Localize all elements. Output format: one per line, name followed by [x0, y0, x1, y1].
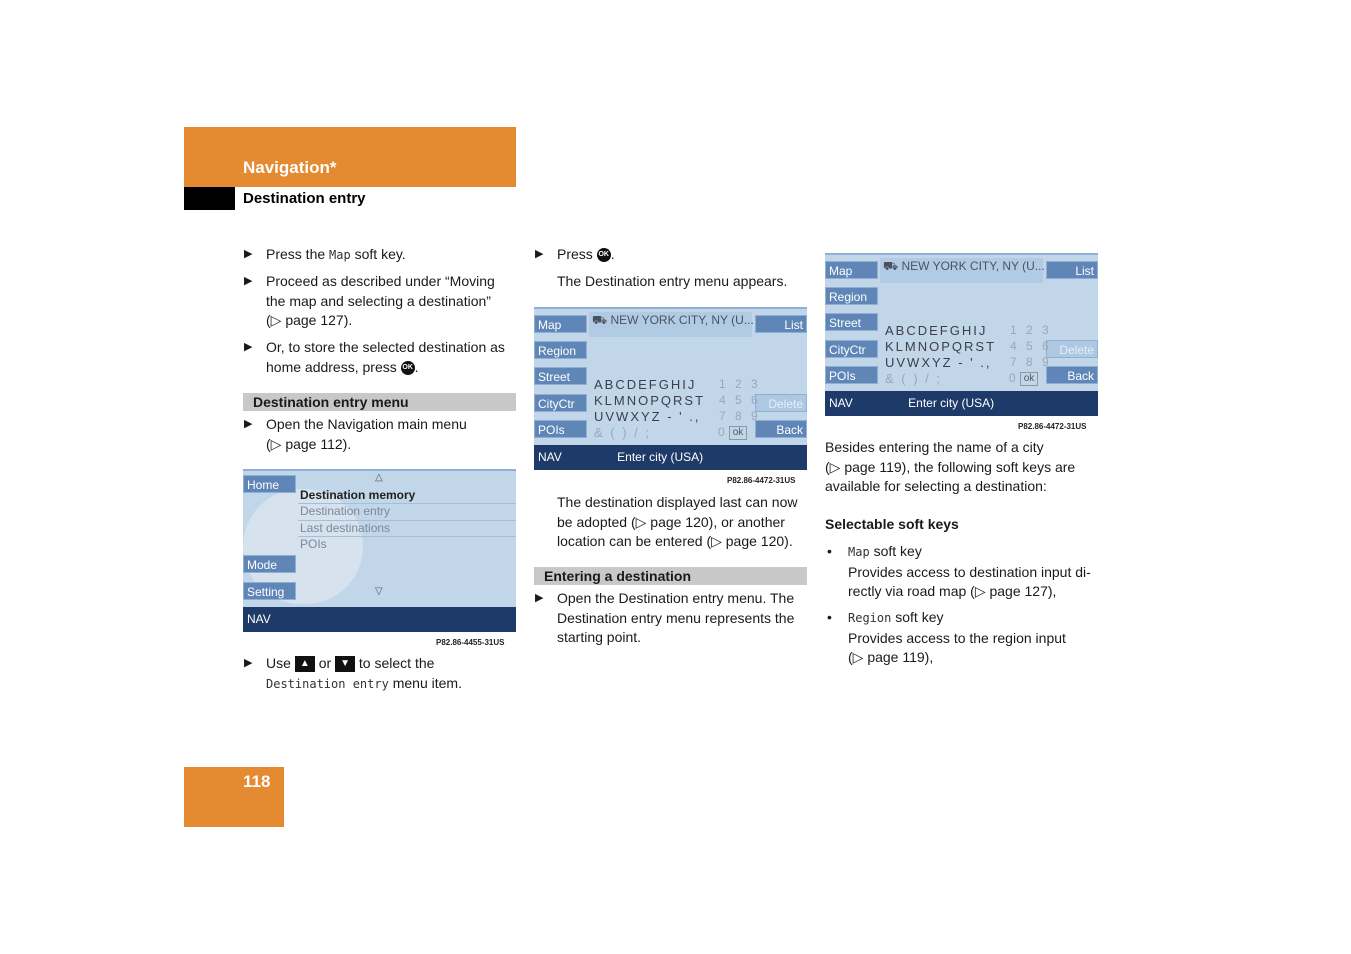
nav-label: NAV [829, 396, 853, 410]
softkey-street[interactable]: Street [534, 367, 587, 385]
softkey-region[interactable]: Region [825, 287, 878, 305]
intro-text: Besides entering the name of a city (▷ page 119), the following soft keys are available for selecting a destination: [825, 439, 1076, 494]
arrow-icon: ▶ [244, 341, 253, 353]
arrow-icon: ▶ [244, 418, 253, 430]
bullet-icon: • [827, 543, 832, 559]
softkey-list[interactable]: List [1046, 261, 1098, 279]
car-icon: ⛟ [883, 259, 899, 273]
adopt-destination-text: The destination displayed last can now be adopted (▷ page 120), or another location can be entered (▷ page 120). [557, 494, 798, 549]
keyboard-numbers-3[interactable]: 7 8 9 [719, 409, 761, 423]
menu-item-last-destinations[interactable]: Last destinations [300, 521, 391, 535]
softkey-pois[interactable]: POIs [825, 366, 878, 384]
menu-item-destination-entry[interactable]: Destination entry [300, 504, 391, 518]
keyboard-row-2[interactable]: KLMNOPQRST [594, 393, 706, 408]
page-number: 118 [243, 772, 271, 791]
arrow-icon: ▶ [244, 275, 253, 287]
subhead-entering-destination: Entering a destination [534, 567, 807, 585]
subsection-title: Destination entry [243, 190, 366, 207]
bullet-map: • Map soft key Provides access to destination input di- rectly via road map (▷ page 127), [827, 543, 1091, 599]
softkey-delete[interactable]: Delete [1046, 340, 1098, 358]
keyboard-ok[interactable]: ok [1020, 372, 1038, 386]
location-display: ⛟ NEW YORK CITY, NY (U... [592, 313, 754, 327]
keyboard-zero[interactable]: 0 [718, 425, 728, 439]
prompt-text: Enter city (USA) [908, 396, 995, 410]
keyboard-row-4[interactable]: & ( ) / ; [885, 371, 942, 386]
step-store-home: ▶ Or, to store the selected destination as home address, press OK . [244, 339, 505, 375]
result-text: The Destination entry menu appears. [557, 273, 788, 289]
down-key-icon: ▼ [335, 656, 355, 672]
destination-entry-screen-1 [534, 307, 807, 470]
keyboard-row-3[interactable]: UVWXYZ - ' ., [885, 355, 992, 370]
arrow-icon: ▶ [244, 657, 253, 669]
ok-button-icon: OK [597, 248, 611, 262]
bullet-region: • Region soft key Provides access to the region input (▷ page 119), [827, 609, 1066, 665]
map-key-ref: Map [848, 545, 870, 559]
map-softkey-ref: Map [329, 248, 351, 262]
softkey-home[interactable]: Home [243, 475, 296, 493]
up-key-icon: ▲ [295, 656, 315, 672]
subhead-destination-entry-menu: Destination entry menu [243, 393, 516, 411]
figure-caption: P82.86-4472-31US [1018, 422, 1087, 431]
selectable-softkeys-heading: Selectable soft keys [825, 516, 959, 532]
prompt-text: Enter city (USA) [617, 450, 704, 464]
bullet-icon: • [827, 609, 832, 625]
section-title: Navigation* [243, 158, 337, 177]
destination-entry-ref: Destination entry [266, 676, 389, 691]
softkey-street[interactable]: Street [825, 313, 878, 331]
softkey-cityctr[interactable]: CityCtr [825, 340, 878, 358]
figure-caption: P82.86-4472-31US [727, 476, 796, 485]
softkey-back[interactable]: Back [755, 420, 807, 438]
header-marker [184, 187, 235, 210]
softkey-list[interactable]: List [755, 315, 807, 333]
step-open-destination-entry: ▶ Open the Destination entry menu. The Destination entry menu represents the starting point. [535, 590, 795, 645]
softkey-region[interactable]: Region [534, 341, 587, 359]
keyboard-row-4[interactable]: & ( ) / ; [594, 425, 651, 440]
step-press-ok: ▶ Press OK . [557, 245, 615, 265]
nav-main-menu-screen [243, 469, 516, 632]
keyboard-numbers-2[interactable]: 4 5 6 [1010, 339, 1052, 353]
nav-label: NAV [247, 612, 271, 626]
keyboard-ok[interactable]: ok [729, 426, 747, 440]
scroll-down-icon[interactable]: ▽ [375, 586, 383, 597]
softkey-mode[interactable]: Mode [243, 555, 296, 573]
header-bar [184, 127, 516, 187]
softkey-map[interactable]: Map [825, 261, 878, 279]
ok-button-icon: OK [401, 361, 415, 375]
menu-item-pois[interactable]: POIs [300, 537, 327, 551]
destination-entry-screen-2 [825, 253, 1098, 416]
figure-caption: P82.86-4455-31US [436, 638, 505, 647]
keyboard-zero[interactable]: 0 [1009, 371, 1019, 385]
nav-label: NAV [538, 450, 562, 464]
softkey-setting[interactable]: Setting [243, 582, 296, 600]
softkey-cityctr[interactable]: CityCtr [534, 394, 587, 412]
arrow-icon: ▶ [535, 248, 544, 260]
step-open-main-menu: ▶ Open the Navigation main menu (▷ page 112). [244, 416, 467, 452]
arrow-icon: ▶ [244, 248, 253, 260]
scroll-up-icon[interactable]: △ [375, 472, 383, 483]
keyboard-numbers-2[interactable]: 4 5 6 [719, 393, 761, 407]
keyboard-row-3[interactable]: UVWXYZ - ' ., [594, 409, 701, 424]
softkey-delete[interactable]: Delete [755, 394, 807, 412]
step-press-map: ▶ Press the Map soft key. [266, 245, 406, 266]
keyboard-numbers-1[interactable]: 1 2 3 [1010, 323, 1052, 337]
keyboard-numbers-3[interactable]: 7 8 9 [1010, 355, 1052, 369]
location-display: ⛟ NEW YORK CITY, NY (U... [883, 259, 1045, 273]
arrow-icon: ▶ [535, 592, 544, 604]
softkey-pois[interactable]: POIs [534, 420, 587, 438]
menu-item-destination-memory[interactable]: Destination memory [300, 488, 416, 502]
keyboard-row-1[interactable]: ABCDEFGHIJ [885, 323, 988, 338]
keyboard-row-2[interactable]: KLMNOPQRST [885, 339, 997, 354]
softkey-back[interactable]: Back [1046, 366, 1098, 384]
keyboard-row-1[interactable]: ABCDEFGHIJ [594, 377, 697, 392]
step-proceed: ▶ Proceed as described under “Moving the map and selecting a destination” (▷ page 127). [244, 273, 495, 328]
keyboard-numbers-1[interactable]: 1 2 3 [719, 377, 761, 391]
car-icon: ⛟ [592, 313, 608, 327]
step-use-keys: ▶ Use ▲ or ▼ to select the Destination entry menu item. [244, 655, 462, 691]
region-key-ref: Region [848, 611, 892, 625]
softkey-map[interactable]: Map [534, 315, 587, 333]
